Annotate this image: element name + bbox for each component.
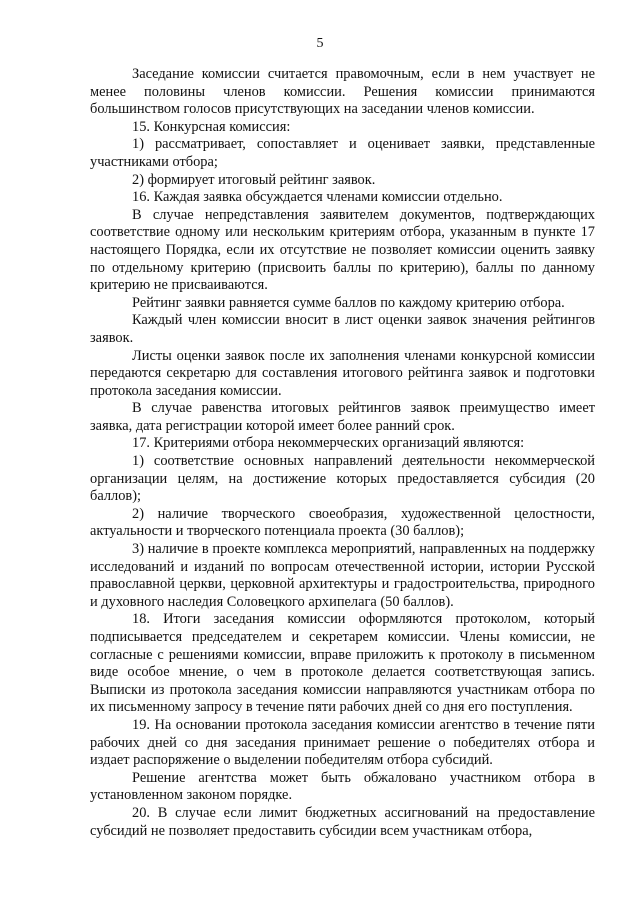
paragraph-20: 20. В случае если лимит бюджетных ассигнований на предоставление субсидий не позволяет предоставить субсидии всем участникам отбора, xyxy=(90,804,595,839)
paragraph-19-appeal: Решение агентства может быть обжаловано участником отбора в установленном законом порядке. xyxy=(90,769,595,804)
paragraph-17-2: 2) наличие творческого своеобразия, художественной целостности, актуальности и творческого потенциала проекта (30 баллов); xyxy=(90,505,595,540)
paragraph-16: 16. Каждая заявка обсуждается членами комиссии отдельно. xyxy=(132,189,503,206)
paragraph-15-2: 2) формирует итоговый рейтинг заявок. xyxy=(132,171,376,188)
document-body xyxy=(90,66,595,840)
paragraph-15-1: 1) рассматривает, сопоставляет и оценивает заявки, представленные участниками отбора; xyxy=(90,136,595,170)
paragraph-17-1: 1) соответствие основных направлений деятельности некоммерческой организации целям, на достижение которых предоставляется субсидия (20 баллов); xyxy=(90,453,595,505)
paragraph-16-missing-docs: В случае непредставления заявителем документов, подтверждающих соответствие одному или нескольким критериям отбора, указанным в пункте 17 настоящего Порядка, если их отсутствие не позволяет комиссии оценить заявку по отдельному критерию (присвоить баллы по критерию), баллы по данному критерию не присваиваются. xyxy=(90,206,595,294)
paragraph-16-tie: В случае равенства итоговых рейтингов заявок преимущество имеет заявка, дата регистрации которой имеет более ранний срок. xyxy=(90,400,595,434)
paragraph-18: 18. Итоги заседания комиссии оформляются протоколом, который подписывается председателем и секретарем комиссии. Члены комиссии, не согласные с решениями комиссии, вправе приложить к протоколу в письменном виде особое мнение, о чем в протоколе делается соответствующая запись. Выписки из протокола заседания комиссии направляются участникам отбора по их письменному запросу в течение пяти рабочих дней со дня его поступления. xyxy=(90,611,595,716)
paragraph-19: 19. На основании протокола заседания комиссии агентство в течение пяти рабочих дней со дня заседания принимает решение о победителях отбора и издает распоряжение о выделении победителям отбора субсидий. xyxy=(90,716,595,769)
paragraph-17-3: 3) наличие в проекте комплекса мероприятий, направленных на поддержку исследований и изданий по вопросам отечественной истории, истории Русской православной церкви, церковной архитектуры и градостроительства, природного и духовного наследия Соловецкого архипелага (50 баллов). xyxy=(90,541,595,610)
paragraph-16-rating: Рейтинг заявки равняется сумме баллов по каждому критерию отбора. xyxy=(132,294,565,311)
paragraph-quorum: Заседание комиссии считается правомочным, если в нем участвует не менее половины членов комиссии. Решения комиссии принимаются большинством голосов присутствующих на заседании членов комиссии. xyxy=(90,66,595,118)
paragraph-15: 15. Конкурсная комиссия: xyxy=(132,118,291,135)
paragraph-16-sheets: Листы оценки заявок после их заполнения членами конкурсной комиссии передаются секретарю для составления итогового рейтинга заявок и подготовки протокола заседания комиссии. xyxy=(90,347,595,399)
paragraph-16-member: Каждый член комиссии вносит в лист оценки заявок значения рейтингов заявок. xyxy=(90,312,595,346)
paragraph-17: 17. Критериями отбора некоммерческих организаций являются: xyxy=(132,435,525,452)
page-number: 5 xyxy=(316,36,324,51)
